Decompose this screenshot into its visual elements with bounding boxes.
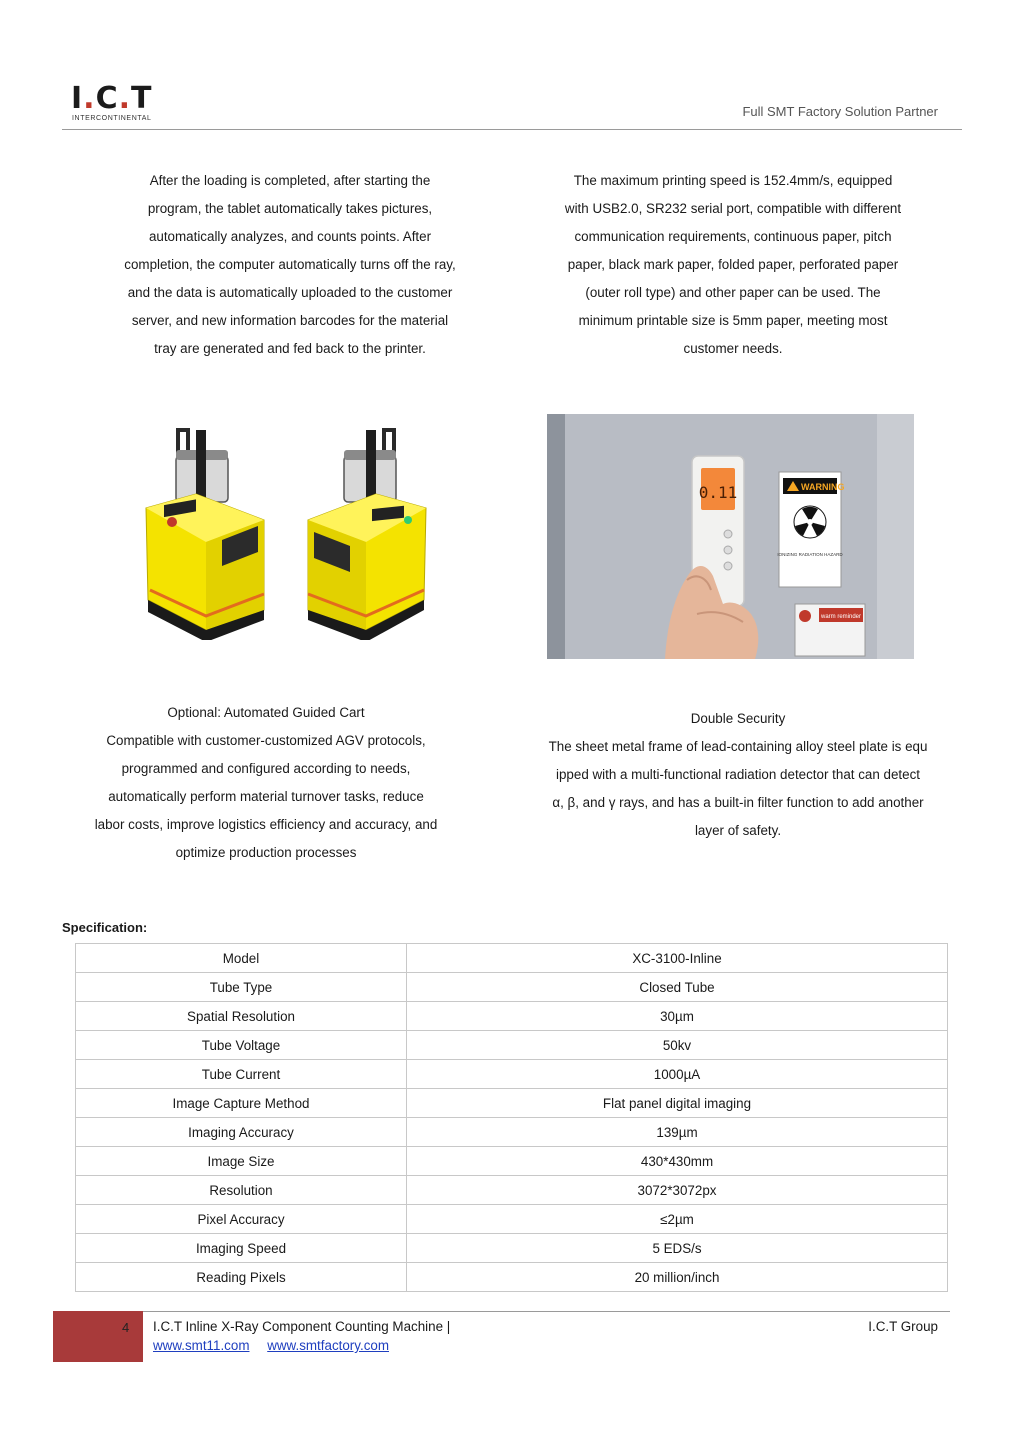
caption-title: Optional: Automated Guided Cart xyxy=(167,705,365,720)
agv-cart-image xyxy=(136,420,436,640)
table-row xyxy=(76,1176,948,1205)
text-line: optimize production processes xyxy=(175,845,357,860)
table-row xyxy=(76,1234,948,1263)
spec-value: 20 million/inch xyxy=(407,1263,948,1292)
footer-title: I.C.T Inline X-Ray Component Counting Machine | xyxy=(153,1319,451,1334)
logo-subtitle: INTERCONTINENTAL xyxy=(72,115,152,122)
intro-right-paragraph xyxy=(543,167,923,363)
text-line: with USB2.0, SR232 serial port, compatible with different xyxy=(564,201,902,216)
text-line: The sheet metal frame of lead-containing alloy steel plate is equ xyxy=(548,739,928,754)
page-number: 4 xyxy=(122,1320,130,1335)
spec-value: Closed Tube xyxy=(407,973,948,1002)
text-line: automatically analyzes, and counts points. After xyxy=(148,229,432,244)
text-line: and the data is automatically uploaded to the customer xyxy=(127,285,453,300)
text-line: minimum printable size is 5mm paper, meeting most xyxy=(578,313,888,328)
footer-divider xyxy=(53,1311,950,1312)
agv-caption xyxy=(80,699,452,867)
spec-value: 50kv xyxy=(407,1031,948,1060)
spec-label: Pixel Accuracy xyxy=(76,1205,407,1234)
table-row xyxy=(76,1263,948,1292)
spec-value: Flat panel digital imaging xyxy=(407,1089,948,1118)
spec-label: Spatial Resolution xyxy=(76,1002,407,1031)
spec-label: Tube Current xyxy=(76,1060,407,1089)
security-caption xyxy=(533,705,943,845)
logo-main: I.C.T xyxy=(71,81,153,116)
table-row xyxy=(76,1089,948,1118)
header-tagline: Full SMT Factory Solution Partner xyxy=(742,104,938,119)
footer-links xyxy=(153,1338,403,1353)
text-line: programmed and configured according to needs, xyxy=(121,761,411,776)
spec-label: Imaging Speed xyxy=(76,1234,407,1263)
text-line: labor costs, improve logistics efficiency and accuracy, and xyxy=(94,817,438,832)
text-line: server, and new information barcodes for the material xyxy=(131,313,449,328)
table-row xyxy=(76,1118,948,1147)
detector-reading: 0.11 xyxy=(698,483,738,502)
company-logo xyxy=(66,82,166,124)
text-line: paper, black mark paper, folded paper, perforated paper xyxy=(567,257,899,272)
page-header xyxy=(62,80,962,130)
text-line: program, the tablet automatically takes pictures, xyxy=(147,201,433,216)
footer-company: I.C.T Group xyxy=(868,1319,938,1334)
spec-table xyxy=(75,943,948,1292)
sign-caption: IONIZING RADIATION HAZARD xyxy=(777,552,843,557)
radiation-detector-image xyxy=(547,414,914,659)
spec-value: 30µm xyxy=(407,1002,948,1031)
agv-cart-right xyxy=(308,428,426,640)
table-row xyxy=(76,1060,948,1089)
spec-label: Reading Pixels xyxy=(76,1263,407,1292)
link-smt11[interactable]: www.smt11.com xyxy=(153,1338,250,1353)
spec-label: Resolution xyxy=(76,1176,407,1205)
spec-label: Imaging Accuracy xyxy=(76,1118,407,1147)
spec-value: 430*430mm xyxy=(407,1147,948,1176)
table-row xyxy=(76,1002,948,1031)
text-line: automatically perform material turnover tasks, reduce xyxy=(108,789,424,804)
table-row xyxy=(76,944,948,973)
text-line: layer of safety. xyxy=(694,823,782,838)
table-row xyxy=(76,1205,948,1234)
agv-cart-left xyxy=(146,428,264,640)
spec-label: Model xyxy=(76,944,407,973)
spec-title: Specification: xyxy=(62,920,148,935)
footer-accent-block xyxy=(53,1311,143,1362)
spec-label: Image Size xyxy=(76,1147,407,1176)
text-line: Compatible with customer-customized AGV protocols, xyxy=(106,733,426,748)
text-line: communication requirements, continuous paper, pitch xyxy=(574,229,892,244)
spec-value: 5 EDS/s xyxy=(407,1234,948,1263)
spec-label: Tube Voltage xyxy=(76,1031,407,1060)
table-row xyxy=(76,1147,948,1176)
text-line: tray are generated and fed back to the printer. xyxy=(154,341,426,356)
spec-value: 1000µA xyxy=(407,1060,948,1089)
text-line: customer needs. xyxy=(683,341,783,356)
text-line: (outer roll type) and other paper can be used. The xyxy=(585,285,881,300)
table-row xyxy=(76,1031,948,1060)
text-line: After the loading is completed, after starting the xyxy=(149,173,431,188)
intro-left-paragraph xyxy=(100,167,480,363)
detector-illustration xyxy=(547,414,914,659)
text-line: completion, the computer automatically turns off the ray, xyxy=(124,257,456,272)
link-smtfactory[interactable]: www.smtfactory.com xyxy=(267,1338,389,1353)
spec-value: XC-3100-Inline xyxy=(407,944,948,973)
text-line: The maximum printing speed is 152.4mm/s, equipped xyxy=(573,173,893,188)
reminder-label: warm reminder xyxy=(820,614,862,620)
caption-title: Double Security xyxy=(690,711,786,726)
text-line: α, β, and γ rays, and has a built-in filter function to add another xyxy=(552,795,924,810)
spec-value: ≤2µm xyxy=(407,1205,948,1234)
spec-label: Tube Type xyxy=(76,973,407,1002)
table-row xyxy=(76,973,948,1002)
text-line: ipped with a multi-functional radiation detector that can detect xyxy=(556,767,920,782)
warning-label: WARNING xyxy=(801,482,845,492)
spec-label: Image Capture Method xyxy=(76,1089,407,1118)
spec-value: 139µm xyxy=(407,1118,948,1147)
spec-value: 3072*3072px xyxy=(407,1176,948,1205)
